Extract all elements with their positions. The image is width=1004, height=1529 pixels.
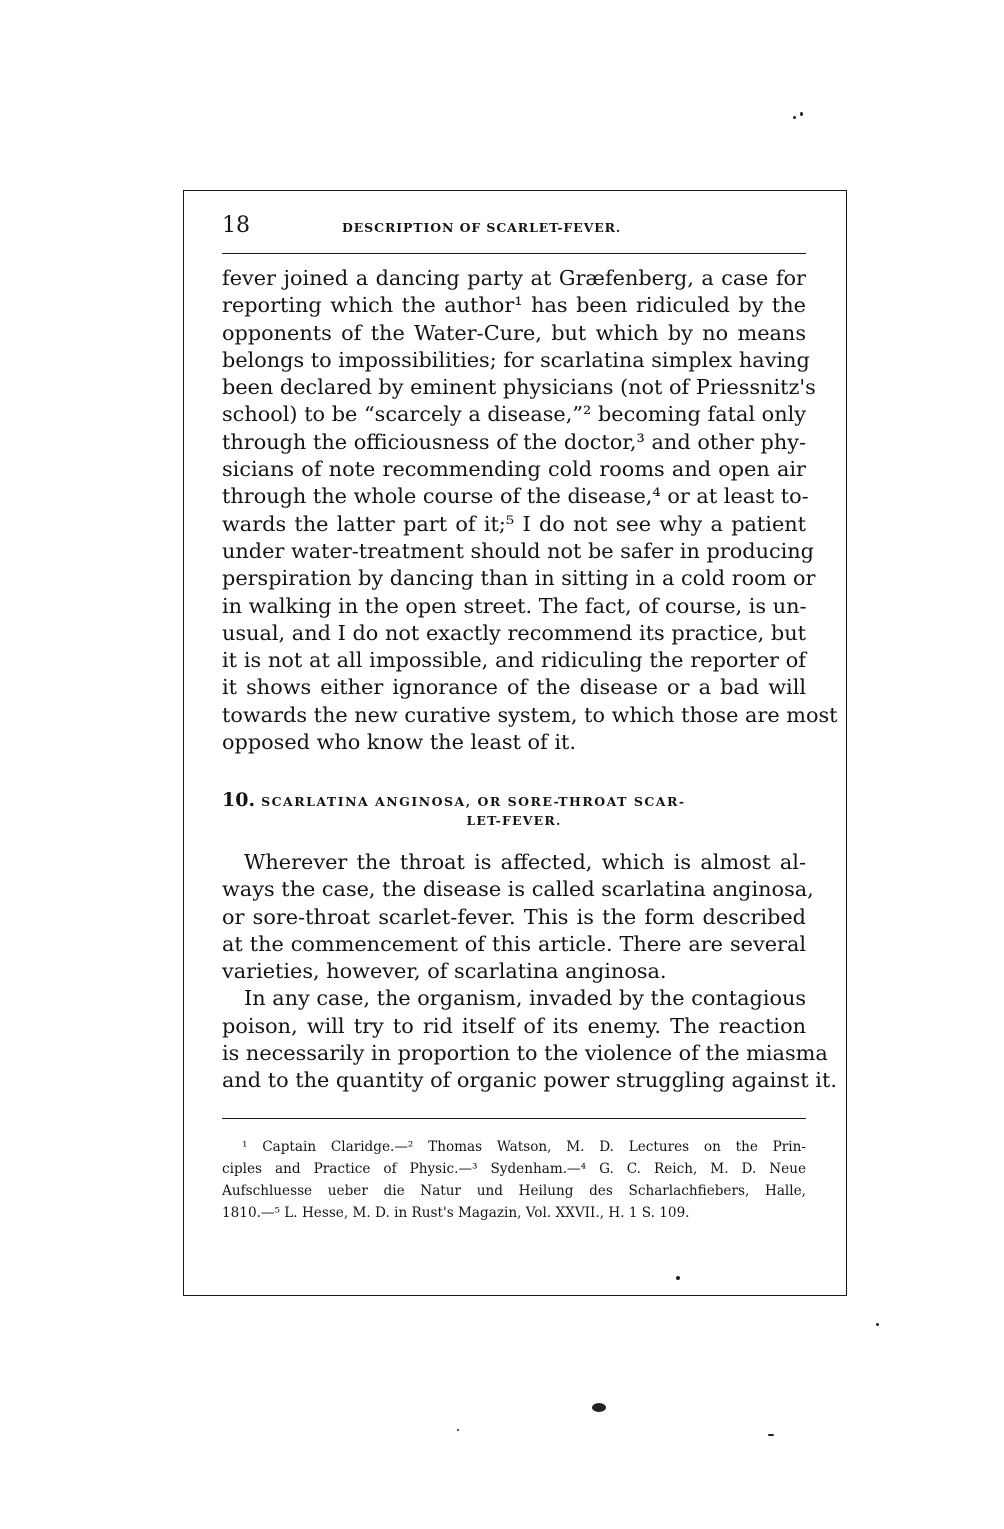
text-line: perspiration by dancing than in sitting in a cold room or — [222, 566, 816, 591]
text-line: school) to be “scarcely a disease,”² becoming fatal only — [222, 402, 806, 427]
scan-speck — [768, 1434, 774, 1436]
footnote-rule — [222, 1118, 806, 1119]
section-body — [222, 849, 837, 1095]
text-line: poison, will try to rid itself of its enemy. The reaction — [222, 1013, 806, 1038]
section-title-line1: SCARLATINA ANGINOSA, OR SORE-THROAT SCAR- — [261, 794, 686, 809]
text-line: usual, and I do not exactly recommend its practice, but — [222, 620, 806, 645]
footnote-line: ciples and Practice of Physic.—³ Sydenham.—⁴ G. C. Reich, M. D. Neue — [222, 1161, 806, 1177]
section-heading — [222, 789, 806, 829]
section-title-line2: LET-FEVER. — [466, 813, 562, 828]
text-line: wards the latter part of it;⁵ I do not see why a patient — [222, 511, 806, 536]
text-line: is necessarily in proportion to the violence of the miasma — [222, 1041, 828, 1066]
text-line: under water-treatment should not be safer in producing — [222, 538, 814, 563]
text-line: varieties, however, of scarlatina anginosa. — [222, 959, 667, 984]
text-line: through the whole course of the disease,⁴ or at least to- — [222, 484, 809, 509]
text-line: towards the new curative system, to which those are most — [222, 702, 838, 727]
text-line: reporting which the author¹ has been ridiculed by the — [222, 293, 806, 318]
scan-speck — [800, 112, 803, 116]
footnote-line: ¹ Captain Claridge.—² Thomas Watson, M. D. Lectures on the Prin- — [242, 1139, 806, 1155]
running-title: DESCRIPTION OF SCARLET-FEVER. — [342, 220, 622, 235]
scan-speck — [876, 1323, 879, 1326]
text-line: fever joined a dancing party at Græfenberg, a case for — [222, 266, 806, 290]
text-line: belongs to impossibilities; for scarlatina simplex having — [222, 347, 810, 372]
text-line: Wherever the throat is affected, which is almost al- — [244, 850, 806, 874]
text-line: at the commencement of this article. There are several — [222, 931, 806, 956]
footnotes — [222, 1136, 806, 1224]
running-head — [222, 212, 806, 242]
page-number: 18 — [222, 213, 250, 238]
text-line: In any case, the organism, invaded by the contagious — [244, 986, 807, 1011]
body-paragraph — [222, 265, 838, 756]
text-line: sicians of note recommending cold rooms and open air — [222, 457, 806, 482]
scan-speck — [676, 1276, 680, 1280]
scan-speck — [592, 1403, 606, 1412]
footnote-line: Aufschluesse ueber die Natur und Heilung des Scharlachfiebers, Halle, — [222, 1183, 806, 1199]
header-rule — [222, 253, 806, 254]
text-line: and to the quantity of organic power struggling against it. — [222, 1068, 837, 1093]
scan-speck — [457, 1429, 459, 1431]
text-line: it shows either ignorance of the disease or a bad will — [222, 675, 806, 700]
text-line: ways the case, the disease is called scarlatina anginosa, — [222, 877, 814, 902]
text-line: been declared by eminent physicians (not of Priessnitz's — [222, 375, 816, 400]
text-line: through the officiousness of the doctor,³ and other phy- — [222, 429, 806, 454]
text-line: opposed who know the least of it. — [222, 730, 576, 755]
footnote-line: 1810.—⁵ L. Hesse, M. D. in Rust's Magazin, Vol. XXVII., H. 1 S. 109. — [222, 1205, 690, 1221]
text-line: opponents of the Water-Cure, but which by no means — [222, 320, 806, 345]
text-line: or sore-throat scarlet-fever. This is the form described — [222, 904, 806, 929]
text-line: it is not at all impossible, and ridiculing the reporter of — [222, 648, 806, 673]
section-number: 10. — [222, 789, 256, 811]
scan-speck — [793, 116, 796, 119]
text-line: in walking in the open street. The fact, of course, is un- — [222, 593, 807, 618]
